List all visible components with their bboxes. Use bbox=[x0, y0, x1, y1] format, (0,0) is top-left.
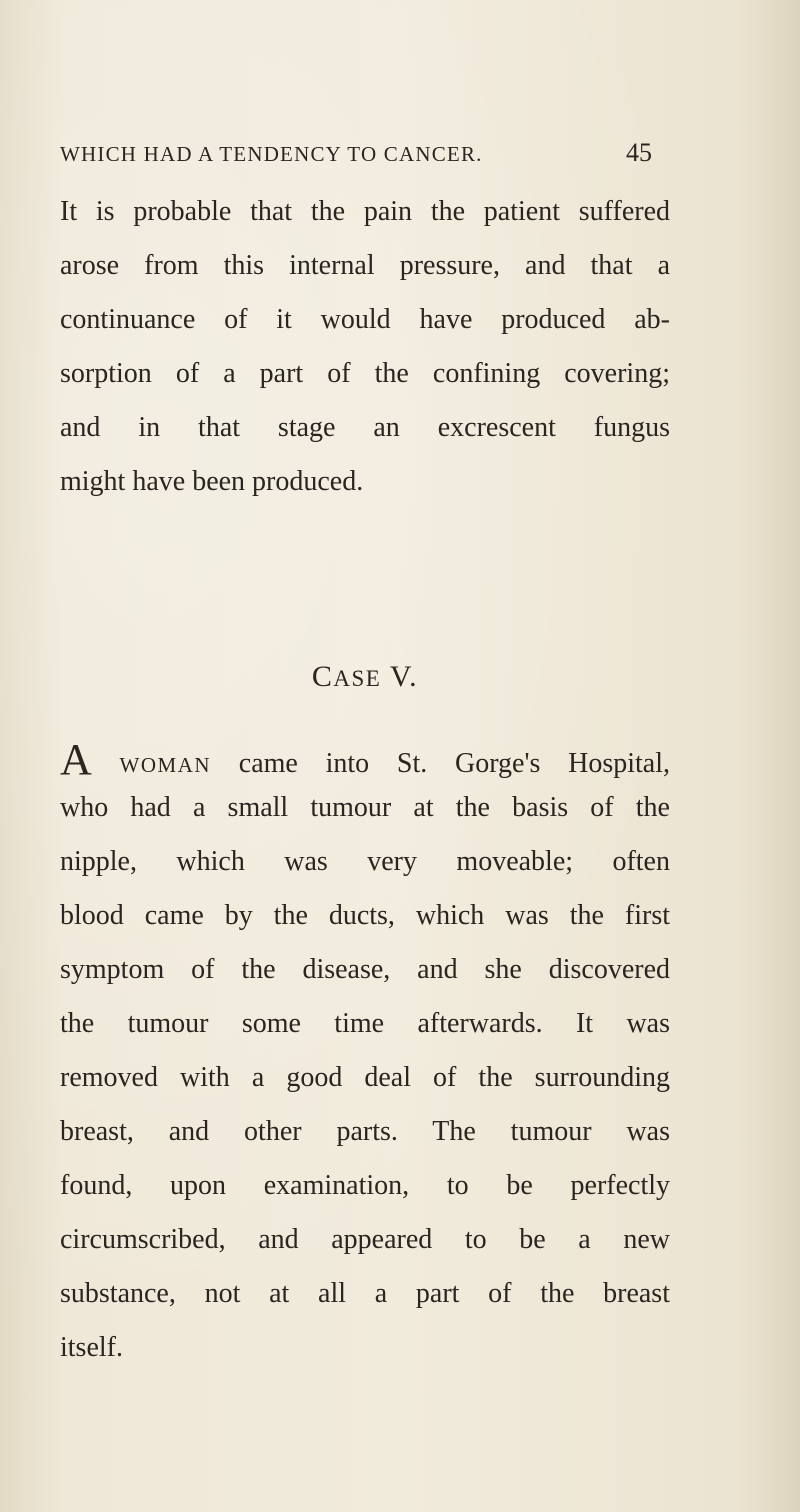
text-line: It is probable that the pain the patient suffered bbox=[60, 196, 670, 227]
text-line: and in that stage an excrescent fungus bbox=[60, 412, 670, 443]
small-caps-word: WOMAN bbox=[119, 753, 212, 777]
page-number: 45 bbox=[626, 138, 652, 167]
text-line: might have been produced. bbox=[60, 466, 364, 497]
running-title: WHICH HAD A TENDENCY TO CANCER. bbox=[60, 142, 483, 166]
text-line: found, upon examination, to be perfectly bbox=[60, 1170, 670, 1201]
text-line bbox=[60, 735, 671, 784]
case-heading bbox=[60, 660, 670, 694]
case-heading-numeral: V. bbox=[389, 660, 419, 693]
text-line: blood came by the ducts, which was the first bbox=[60, 900, 670, 931]
text-line: who had a small tumour at the basis of the bbox=[60, 792, 670, 823]
text-line: removed with a good deal of the surrounding bbox=[60, 1062, 670, 1093]
case-heading-word: ASE bbox=[333, 666, 382, 691]
text-line: sorption of a part of the confining covering; bbox=[60, 358, 670, 389]
text-line: circumscribed, and appeared to be a new bbox=[60, 1224, 670, 1255]
text-line: continuance of it would have produced ab- bbox=[60, 304, 670, 335]
text-line: substance, not at all a part of the breast bbox=[60, 1278, 670, 1309]
first-line-text: came into St. Gorge's Hospital, bbox=[238, 748, 671, 779]
text-line: breast, and other parts. The tumour was bbox=[60, 1116, 670, 1147]
text-line: the tumour some time afterwards. It was bbox=[60, 1008, 670, 1039]
case-heading-initial: C bbox=[311, 660, 334, 693]
text-line: arose from this internal pressure, and that a bbox=[60, 250, 670, 281]
text-line: itself. bbox=[60, 1332, 123, 1363]
text-line: nipple, which was very moveable; often bbox=[60, 846, 670, 877]
drop-cap: A bbox=[60, 735, 92, 784]
text-line: symptom of the disease, and she discovered bbox=[60, 954, 670, 985]
